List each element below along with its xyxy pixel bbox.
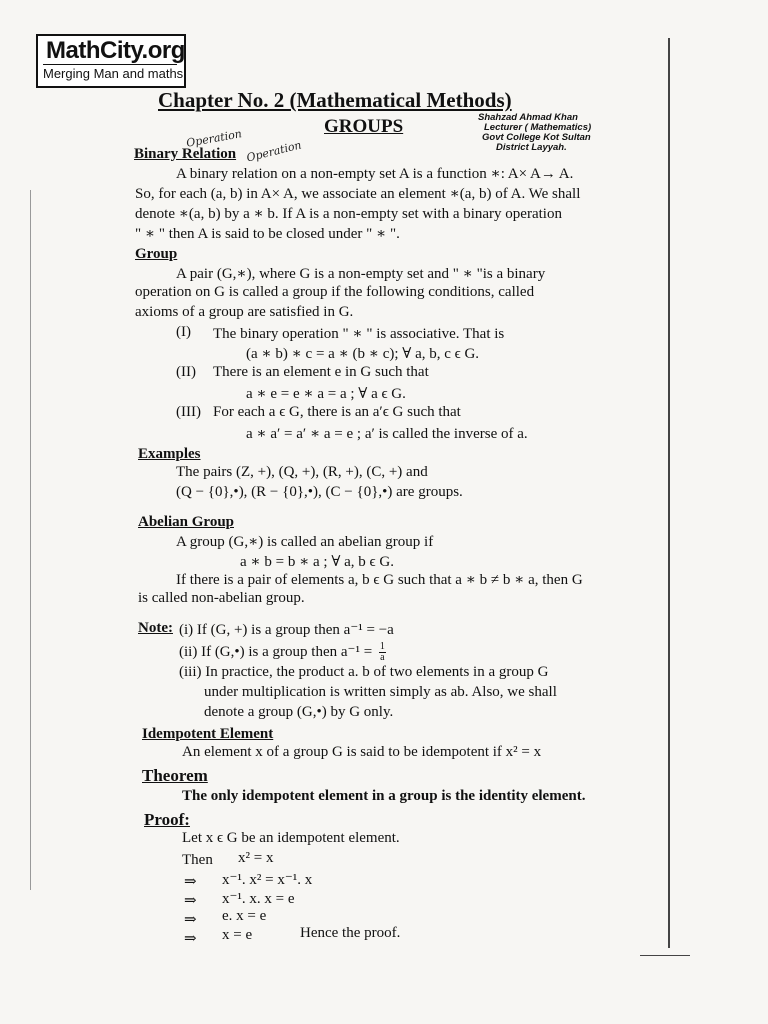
scan-edge-left [30,190,31,890]
proof-heading: Proof: [144,810,190,829]
proof-step-expr: x⁻¹. x. x = e [222,891,295,907]
binary-relation-heading [134,146,236,163]
abelian-line: is called non-abelian group. [138,590,305,606]
handwritten-note: Operation [185,127,243,150]
implies-arrow: ⇒ [184,931,197,947]
author-stamp [478,113,591,153]
fraction-numerator: 1 [379,641,385,653]
abelian-line: A group (G,∗) is called an abelian group if [176,534,434,550]
chapter-title: Chapter No. 2 (Mathematical Methods) [158,88,512,112]
proof-conclusion: Hence the proof. [300,925,401,941]
example-line: The pairs (Z, +), (Q, +), (R, +), (C, +) and [176,464,428,480]
proof-then: Then [182,852,213,868]
implies-arrow: ⇒ [184,874,197,890]
scan-mark [640,955,690,956]
group-line: A pair (G,∗), where G is a non-empty set and " ∗ "is a binary [176,266,546,282]
note-item: denote a group (G,•) by G only. [204,704,394,720]
binary-line: denote ∗(a, b) by a ∗ b. If A is a non-empty set with a binary operation [135,206,562,222]
examples-heading: Examples [138,446,201,462]
heading-text: Binary Relation [134,146,237,162]
abelian-heading: Abelian Group [138,514,234,530]
proof-step-expr: x = e [222,927,253,943]
axiom-text: There is an element e in G such that [213,364,429,380]
handwritten-note: Operation [245,138,303,165]
axiom-text: For each a ϵ G, there is an a′ϵ G such that [213,404,461,420]
abelian-formula: a ∗ b = b ∗ a ; ∀ a, b ϵ G. [240,554,394,570]
implies-arrow: ⇒ [184,912,197,928]
theorem-statement: The only idempotent element in a group is the identity element. [182,788,586,804]
note-item [179,642,386,663]
group-line: operation on G is called a group if the following conditions, called [135,284,535,300]
abelian-line: If there is a pair of elements a, b ϵ G such that a ∗ b ≠ b ∗ a, then G [176,572,583,588]
axiom-formula: (a ∗ b) ∗ c = a ∗ (b ∗ c); ∀ a, b, c ϵ G. [246,346,480,362]
logo-tagline: Merging Man and maths [43,66,184,81]
theorem-heading: Theorem [142,766,208,785]
implies-arrow: ⇒ [184,893,197,909]
author-line: Shahzad Ahmad Khan [478,112,578,123]
axiom-number: (II) [176,364,196,380]
axiom-formula: a ∗ a′ = a′ ∗ a = e ; a′ is called the inverse of a. [246,426,528,442]
proof-intro: Let x ϵ G be an idempotent element. [182,830,400,846]
idempotent-text: An element x of a group G is said to be idempotent if x² = x [182,744,542,760]
proof-step-expr: e. x = e [222,908,267,924]
fraction [379,642,386,663]
note-item: (i) If (G, +) is a group then a⁻¹ = −a [179,622,394,638]
example-line: (Q − {0},•), (R − {0},•), (C − {0},•) are groups. [176,484,463,500]
logo-title: MathCity.org [46,37,185,64]
group-line: axioms of a group are satisfied in G. [135,304,354,320]
fraction-denominator: a [380,652,385,664]
axiom-number: (I) [176,324,191,340]
author-line: Lecturer ( Mathematics) [484,122,592,133]
binary-line: So, for each (a, b) in A× A, we associate an element ∗(a, b) of A. We shall [135,186,581,202]
binary-line: A binary relation on a non-empty set A is a function ∗: A× A→ A. [176,166,574,182]
idempotent-heading: Idempotent Element [142,726,274,742]
note-item: (iii) In practice, the product a. b of two elements in a group G [179,664,549,680]
axiom-formula: a ∗ e = e ∗ a = a ; ∀ a ϵ G. [246,386,406,402]
scan-edge-right [668,38,670,948]
proof-step-expr: x⁻¹. x² = x⁻¹. x [222,872,313,888]
note-label: Note: [138,620,173,636]
note-item-text: (ii) If (G,•) is a group then a⁻¹ = [179,644,373,660]
mathcity-logo [36,34,186,88]
author-line: District Layyah. [496,142,567,153]
note-item: under multiplication is written simply as ab. Also, we shall [204,684,557,700]
group-heading: Group [135,246,178,262]
binary-line: " ∗ " then A is said to be closed under " ∗ ". [135,226,400,242]
axiom-text: The binary operation " ∗ " is associative. That is [213,326,505,342]
author-line: Govt College Kot Sultan [482,132,591,143]
axiom-number: (III) [176,404,201,420]
section-title: GROUPS [324,116,404,137]
proof-step-expr: x² = x [238,850,274,866]
